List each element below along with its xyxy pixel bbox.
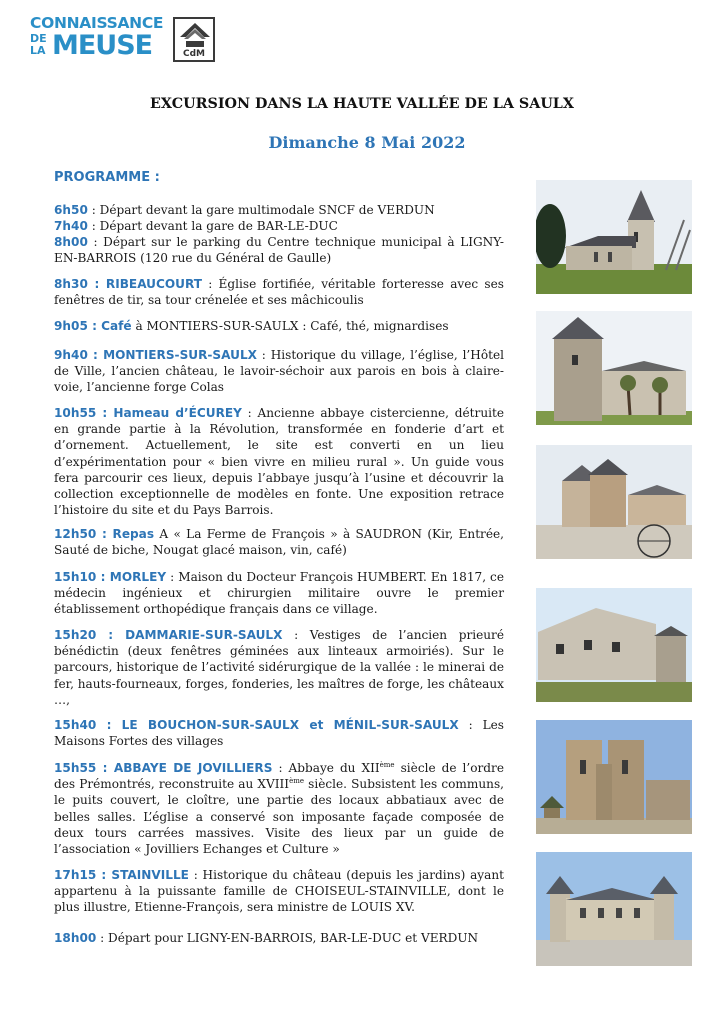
entry-time: 6h50 xyxy=(54,203,88,217)
entry-text: : Ancienne abbaye cistercienne, détruite en grande partie à la Révolution, transformée en fonderie d’art et d’ornement. Actuellement, le site est converti en un lieu d’expérimentation pour « bien vivre en milieu rural ». Un guide vous fera parcourir ces lieux, depuis l’abbaye jusqu’à l’usine et découvrir la collection exceptionnelle de modèles en fonte. Une exposition retrace l’histoire du site et du Pays Barrois. xyxy=(54,406,504,518)
schedule-entry-1540 xyxy=(54,717,504,749)
entry-place: : Repas xyxy=(96,527,155,541)
schedule-entry-1510 xyxy=(54,569,504,618)
entry-time: 15h40 xyxy=(54,718,97,732)
entry-sup: ème xyxy=(379,760,395,769)
logo xyxy=(30,14,220,68)
photo-montiers-tower xyxy=(536,311,692,425)
entry-text: à MONTIERS-SUR-SAULX : Café, thé, mignardises xyxy=(131,319,449,333)
entry-time: 17h15 xyxy=(54,868,97,882)
photo-jovilliers-abbey xyxy=(536,720,692,834)
entry-text: : Historique du château (depuis les jardins) ayant appartenu à la puissante famille de CHOISEUL-STAINVILLE, dont le plus illustre, Etienne-François, sera ministre de LOUIS XV. xyxy=(54,868,505,915)
entry-sup: ème xyxy=(289,777,304,786)
schedule-entry-1055 xyxy=(54,405,504,518)
logo-line-meuse: MEUSE xyxy=(52,30,153,61)
schedule-entry-0905 xyxy=(54,318,504,334)
schedule-entry-0830 xyxy=(54,276,504,308)
schedule-entry-1250 xyxy=(54,526,504,558)
entry-text: : Départ devant la gare de BAR-LE-DUC xyxy=(87,219,338,233)
photo-ecurey-foundry xyxy=(536,445,692,559)
entry-time: 15h55 xyxy=(54,761,97,775)
entry-time: 8h30 xyxy=(54,277,88,291)
schedule-entry-0650 xyxy=(54,202,504,218)
entry-place: : ABBAYE DE JOVILLIERS xyxy=(96,761,273,775)
entry-text: : Abbaye du XII xyxy=(272,761,380,775)
page-title: EXCURSION DANS LA HAUTE VALLÉE DE LA SAULX xyxy=(150,96,574,112)
entry-place: : DAMMARIE-SUR-SAULX xyxy=(96,628,283,642)
entry-time: 12h50 xyxy=(54,527,97,541)
entry-place: : STAINVILLE xyxy=(96,868,189,882)
entry-text: siècle de l’ordre des Prémontrés, reconstruite au XVIII xyxy=(54,761,504,792)
entry-text: siècle. Subsistent les communs, le puits couvert, le cloître, une partie des locaux abbatiaux avec de belles salles. L’église a conservé son imposante façade composée de deux tours carrées massives. Visite des lieux par un guide de l’association « Jovilliers Echanges et Culture » xyxy=(54,777,504,857)
logo-line-1: CONNAISSANCE xyxy=(30,14,164,32)
schedule-entry-1520 xyxy=(54,627,504,708)
schedule-entry-0800 xyxy=(54,234,504,266)
event-date: Dimanche 8 Mai 2022 xyxy=(268,133,466,152)
photo-morley-house xyxy=(536,588,692,702)
logo-badge-text: CdM xyxy=(182,49,205,59)
entry-time: 9h40 xyxy=(54,348,88,362)
house-icon xyxy=(178,21,212,51)
logo-badge xyxy=(173,17,215,62)
entry-place: : MONTIERS-SUR-SAULX xyxy=(87,348,257,362)
entry-time: 18h00 xyxy=(54,931,97,945)
entry-text: : Départ pour LIGNY-EN-BARROIS, BAR-LE-DUC et VERDUN xyxy=(96,931,479,945)
schedule-entry-1800 xyxy=(54,930,504,946)
entry-time: 15h10 xyxy=(54,570,97,584)
entry-place: : MORLEY xyxy=(96,570,167,584)
entry-text: : Les Maisons Fortes des villages xyxy=(54,718,504,749)
logo-line-de: DE xyxy=(30,32,47,45)
entry-text: A « La Ferme de François » à SAUDRON (Kir, Entrée, Sauté de biche, Nougat glacé maison, vin, café) xyxy=(54,527,504,558)
entry-text: : Départ sur le parking du Centre technique municipal à LIGNY-EN-BARROIS (120 rue du Général de Gaulle) xyxy=(54,235,504,266)
entry-time: 9h05 xyxy=(54,319,88,333)
schedule-entry-1555 xyxy=(54,760,504,857)
schedule-entry-0940 xyxy=(54,347,504,396)
entry-time: 7h40 xyxy=(54,219,88,233)
logo-line-la: LA xyxy=(30,44,46,57)
entry-text: : Vestiges de l’ancien prieuré bénédictin (deux fenêtres géminées aux linteaux armoiriés). Sur le parcours, historique de l’activité sidérurgique de la vallée : le minerai de fer, hauts-fourneaux, forges, fonderies, les maîtres de forge, les châteaux …, xyxy=(54,628,504,707)
entry-text: : Maison du Docteur François HUMBERT. En 1817, ce médecin ingénieux et chirurgien militaire ouvre le premier établissement orthopédique français dans ce village. xyxy=(54,570,504,617)
entry-place: : Café xyxy=(87,319,132,333)
entry-place: : LE BOUCHON-SUR-SAULX et MÉNIL-SUR-SAULX xyxy=(96,718,459,732)
photo-ribeaucourt-church xyxy=(536,180,692,294)
entry-place: : RIBEAUCOURT xyxy=(87,277,202,291)
entry-text: : Église fortifiée, véritable forteresse avec ses fenêtres de tir, sa tour crénelée et ses mâchicoulis xyxy=(54,277,504,308)
entry-time: 15h20 xyxy=(54,628,97,642)
entry-place: : Hameau d’ÉCUREY xyxy=(96,406,242,420)
entry-time: 8h00 xyxy=(54,235,88,249)
entry-text: : Départ devant la gare multimodale SNCF de VERDUN xyxy=(87,203,435,217)
programme-heading: PROGRAMME : xyxy=(54,170,160,185)
entry-text: : Historique du village, l’église, l’Hôtel de Ville, l’ancien château, le lavoir-séchoir aux parois en bois à claire-voie, l’ancienne forge Colas xyxy=(54,348,504,395)
entry-time: 10h55 xyxy=(54,406,97,420)
schedule-entry-1715 xyxy=(54,867,504,916)
photo-stainville-castle xyxy=(536,852,692,966)
schedule-entry-0740 xyxy=(54,218,504,234)
